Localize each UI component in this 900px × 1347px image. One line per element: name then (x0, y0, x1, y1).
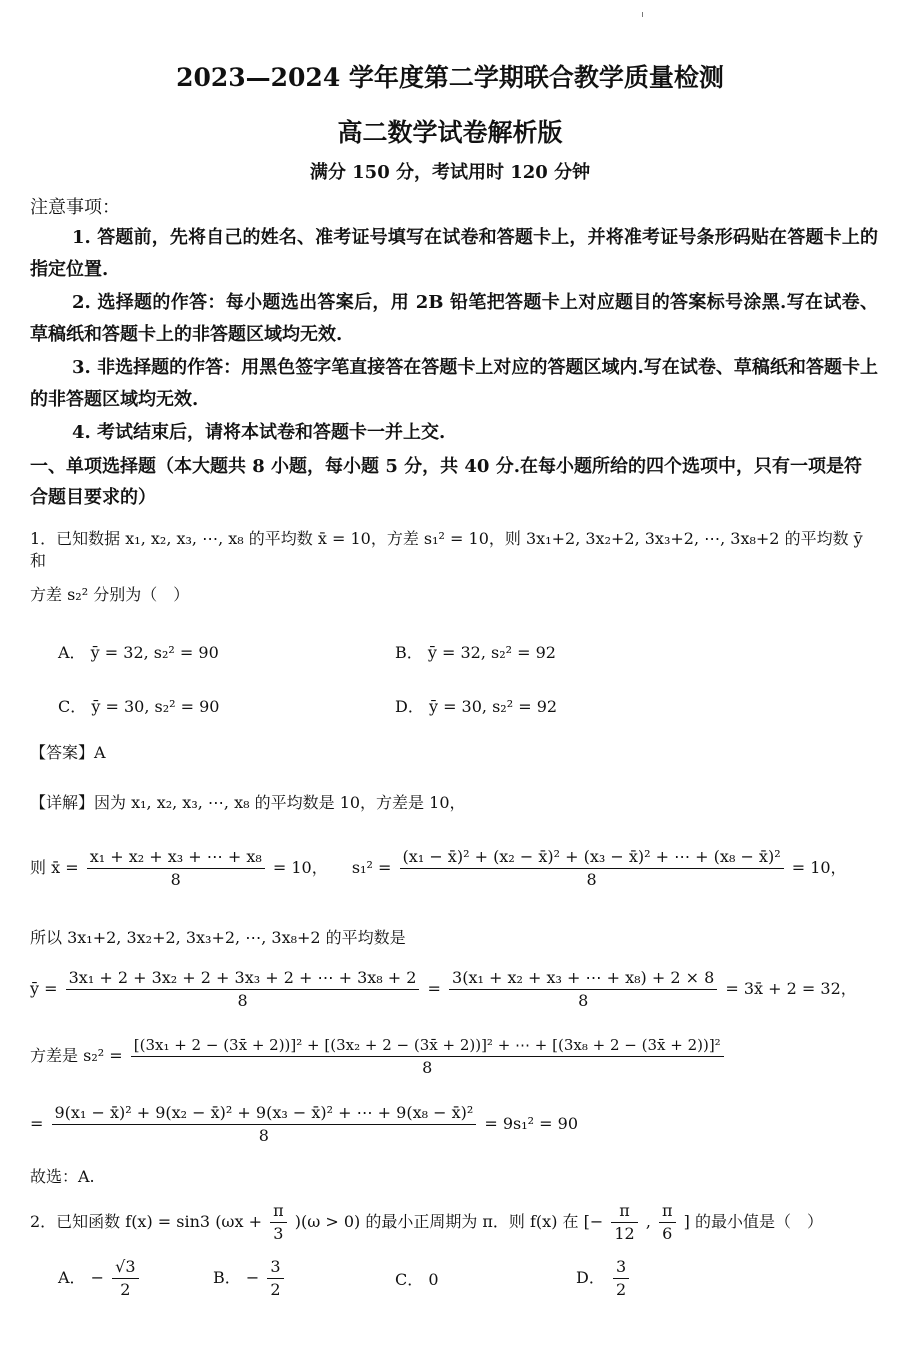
q1-stem-line1: 1．已知数据 x₁, x₂, x₃, ⋯, x₈ 的平均数 x̄ = 10，方差 s₁² = 10，则 3x₁+2, 3x₂+2, 3x₃+2, ⋯, 3x₈+2 的平均数 ȳ 和 (30, 529, 863, 570)
option-label: C． (58, 697, 87, 716)
mean-fraction (87, 846, 265, 891)
fraction-denominator: 8 (258, 1126, 269, 1145)
option-label: A． (58, 1268, 86, 1287)
eq-lhs: ȳ = (30, 979, 58, 998)
exam-meta: 满分 150 分，考试用时 120 分钟 (309, 162, 591, 183)
variance-fraction (400, 846, 784, 891)
fraction-numerator: 3 (267, 1256, 283, 1279)
eq-mean-lhs: x̄ = (51, 858, 79, 877)
fraction-denominator: 2 (120, 1280, 131, 1299)
q1-detail-intro: 【详解】因为 x₁, x₂, x₃, ⋯, x₈ 的平均数是 10，方差是 10， (30, 793, 466, 812)
eq-lhs: s₂² = (83, 1046, 123, 1065)
fraction-numerator: π (659, 1200, 676, 1223)
fraction-numerator: (x₁ − x̄)² + (x₂ − x̄)² + (x₃ − x̄)² + ⋯ + (x₈ − x̄)² (400, 846, 784, 869)
q2-stem (30, 1200, 878, 1245)
q1-eq-mean-variance (30, 846, 878, 891)
q2-option-d (576, 1256, 632, 1301)
option-text: ȳ = 30, s₂² = 92 (428, 697, 558, 716)
new-variance-fraction (131, 1034, 724, 1079)
notice-item-4: 4. 考试结束后，请将本试卷和答题卡一并上交. (72, 422, 446, 443)
q2-option-b (213, 1256, 287, 1301)
option-text: ȳ = 32, s₂² = 90 (90, 643, 219, 662)
new-mean-fraction-1 (66, 967, 420, 1012)
exam-subtitle: 高二数学试卷解析版 (337, 118, 563, 147)
simplified-variance-fraction (52, 1102, 477, 1147)
q2-option-c (395, 1267, 439, 1290)
fraction-denominator: 8 (578, 991, 589, 1010)
fraction-numerator: π (270, 1200, 287, 1223)
eq-prefix: 方差是 (30, 1046, 79, 1065)
option-label: A． (58, 643, 86, 662)
q1-eq-new-variance (30, 1034, 878, 1079)
option-fraction (112, 1256, 138, 1301)
option-label: D． (576, 1268, 605, 1287)
top-mark (642, 12, 643, 17)
new-mean-fraction-2 (449, 967, 717, 1012)
fraction-numerator: [(3x₁ + 2 − (3x̄ + 2))]² + [(3x₂ + 2 − (3x̄ + 2))]² + ⋯ + [(3x₈ + 2 − (3x̄ + 2))]² (131, 1034, 724, 1057)
fraction-denominator: 3 (273, 1224, 284, 1243)
option-text: ȳ = 30, s₂² = 90 (91, 697, 220, 716)
eq-lhs: = (30, 1114, 44, 1133)
option-fraction (267, 1256, 283, 1301)
fraction-denominator: 8 (586, 870, 597, 889)
q2-comma: , (645, 1212, 651, 1231)
q2-option-a (58, 1256, 142, 1301)
q1-option-a (58, 640, 219, 663)
q2-stem-part-a: 2．已知函数 f(x) = sin3 (30, 1212, 211, 1231)
fraction-denominator: 2 (615, 1280, 627, 1299)
q1-option-d (395, 694, 557, 717)
section-heading: 一、单项选择题（本大题共 8 小题，每小题 5 分，共 40 分.在每小题所给的四个选项中，只有一项是符合题目要求的） (30, 456, 862, 508)
fraction-denominator: 8 (170, 870, 181, 889)
q1-option-c (58, 694, 219, 717)
q2-stem-part-c: )(ω > 0) 的最小正周期为 π．则 f(x) 在 [− (294, 1212, 604, 1231)
option-sign: − (245, 1268, 260, 1287)
notice-item-2: 2. 选择题的作答：每小题选出答案后，用 2B 铅笔把答题卡上对应题目的答案标号涂黑.写在试卷、草稿纸和答题卡上的非答题区域均无效. (30, 292, 878, 345)
option-text: ȳ = 32, s₂² = 92 (427, 643, 556, 662)
exam-title: 2023—2024 学年度第二学期联合教学质量检测 (176, 63, 724, 92)
eq-var-rhs: = 10， (791, 858, 847, 877)
fraction-denominator: 2 (270, 1280, 281, 1299)
notice-heading: 注意事项： (30, 197, 120, 218)
eq-mean-rhs: = 10， (272, 858, 328, 877)
eq-rhs: = 3x̄ + 2 = 32， (725, 979, 857, 998)
q2-stem-part-d: ] 的最小值是（ ） (683, 1212, 823, 1231)
q1-stem-line2: 方差 s₂² 分别为（ ） (30, 585, 190, 604)
q2-interval-right (659, 1200, 676, 1245)
fraction-denominator: 8 (237, 991, 248, 1010)
option-label: D． (395, 697, 424, 716)
fraction-numerator: √3 (112, 1256, 138, 1279)
q1-answer: 【答案】A (30, 743, 106, 762)
fraction-numerator: 9(x₁ − x̄)² + 9(x₂ − x̄)² + 9(x₃ − x̄)² + ⋯ + 9(x₈ − x̄)² (52, 1102, 477, 1125)
option-fraction (613, 1256, 629, 1301)
q2-stem-part-b: (ωx + (215, 1212, 262, 1231)
fraction-numerator: 3(x₁ + x₂ + x₃ + ⋯ + x₈) + 2 × 8 (449, 967, 717, 990)
fraction-numerator: 3 (613, 1256, 629, 1279)
fraction-denominator: 12 (614, 1224, 635, 1243)
notice-item-1: 1. 答题前，先将自己的姓名、准考证号填写在试卷和答题卡上，并将准考证号条形码贴在答题卡上的指定位置. (30, 227, 878, 280)
q2-pi-over-3 (270, 1200, 287, 1245)
eq-rhs: = 9s₁² = 90 (484, 1114, 579, 1133)
eq-var-lhs: s₁² = (351, 858, 392, 877)
q2-interval-left (611, 1200, 637, 1245)
fraction-denominator: 6 (662, 1224, 673, 1243)
fraction-numerator: π (611, 1200, 637, 1223)
option-label: B． (395, 643, 423, 662)
option-label: B． (213, 1268, 241, 1287)
option-value: 0 (428, 1270, 439, 1289)
notice-item-3: 3. 非选择题的作答：用黑色签字笔直接答在答题卡上对应的答题区域内.写在试卷、草稿纸和答题卡上的非答题区域均无效. (30, 357, 878, 410)
fraction-denominator: 8 (422, 1058, 433, 1077)
fraction-numerator: x₁ + x₂ + x₃ + ⋯ + x₈ (87, 846, 265, 869)
eq-equals: = (427, 979, 441, 998)
option-label: C． (395, 1270, 424, 1289)
q1-eq-new-mean (30, 967, 878, 1012)
q1-option-b (395, 640, 556, 663)
q1-eq-transition: 所以 3x₁+2, 3x₂+2, 3x₃+2, ⋯, 3x₈+2 的平均数是 (30, 928, 406, 947)
option-sign: − (90, 1268, 105, 1287)
q1-conclusion: 故选：A. (30, 1167, 95, 1186)
eq-prefix: 则 (30, 858, 47, 877)
fraction-numerator: 3x₁ + 2 + 3x₂ + 2 + 3x₃ + 2 + ⋯ + 3x₈ + 2 (66, 967, 420, 990)
q1-eq-variance-simplified (30, 1102, 878, 1147)
